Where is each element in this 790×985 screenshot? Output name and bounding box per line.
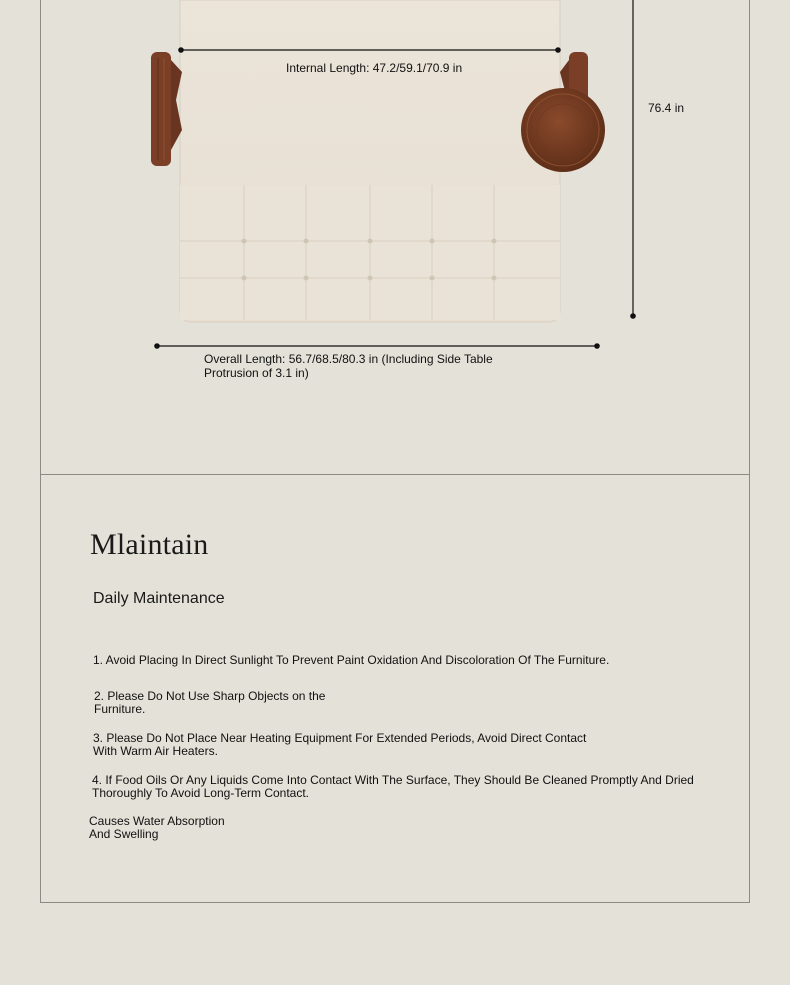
overall-length-label-line1: Overall Length: 56.7/68.5/80.3 in (Including Side Table xyxy=(204,352,493,366)
maintenance-item-4-line1: 4. If Food Oils Or Any Liquids Come Into Contact With The Surface, They Should Be Cleaned Promptly And Dried xyxy=(92,773,694,787)
internal-length-label: Internal Length: 47.2/59.1/70.9 in xyxy=(286,61,463,75)
maintenance-item-3-line1: 3. Please Do Not Place Near Heating Equipment For Extended Periods, Avoid Direct Contact xyxy=(93,731,587,745)
maintenance-item-3-line2: With Warm Air Heaters. xyxy=(93,744,218,758)
height-label: 76.4 in xyxy=(648,101,685,115)
maintenance-item-5-line2: And Swelling xyxy=(89,827,159,841)
maintenance-item-4-line2: Thoroughly To Avoid Long-Term Contact. xyxy=(92,786,310,800)
overall-length-label-line2: Protrusion of 3.1 in) xyxy=(204,366,309,380)
section-subtitle: Daily Maintenance xyxy=(93,590,225,607)
section-divider xyxy=(40,474,750,475)
maintenance-item-5-line1: Causes Water Absorption xyxy=(89,814,225,828)
maintenance-item-2-line1: 2. Please Do Not Use Sharp Objects on the xyxy=(94,689,326,703)
maintenance-item-2-line2: Furniture. xyxy=(94,702,146,716)
section-title: Mlaintain xyxy=(90,528,209,561)
maintenance-item-1: 1. Avoid Placing In Direct Sunlight To Prevent Paint Oxidation And Discoloration Of The Furniture. xyxy=(93,653,610,667)
